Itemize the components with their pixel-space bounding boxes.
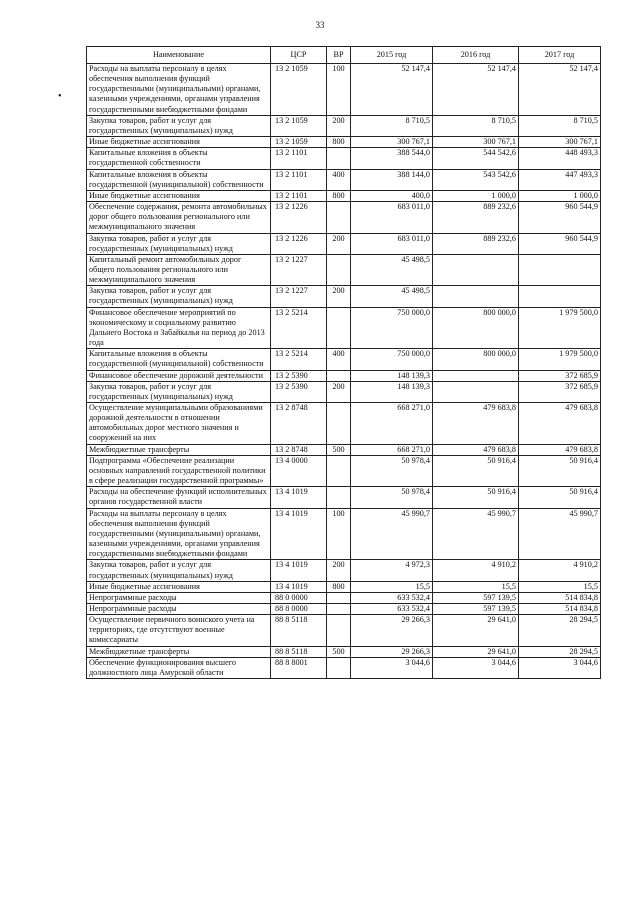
cell-2015: 668 271,0 <box>351 444 433 455</box>
cell-2017: 15,5 <box>519 581 601 592</box>
cell-2016: 52 147,4 <box>433 64 519 116</box>
cell-vr: 500 <box>327 444 351 455</box>
cell-2015: 45 990,7 <box>351 508 433 560</box>
cell-2016: 1 000,0 <box>433 190 519 201</box>
cell-name: Закупка товаров, работ и услуг для государственных (муниципальных) нужд <box>87 286 271 307</box>
header-name: Наименование <box>87 47 271 64</box>
cell-csr: 13 2 8748 <box>271 403 327 445</box>
table-row <box>87 603 601 614</box>
cell-2015: 148 139,3 <box>351 370 433 381</box>
table-row <box>87 233 601 254</box>
cell-2015: 300 767,1 <box>351 137 433 148</box>
cell-2016: 544 542,6 <box>433 148 519 169</box>
cell-name: Закупка товаров, работ и услуг для государственных (муниципальных) нужд <box>87 381 271 402</box>
cell-2016: 8 710,5 <box>433 115 519 136</box>
cell-vr <box>327 455 351 486</box>
cell-2016: 889 232,6 <box>433 202 519 233</box>
cell-csr: 13 2 5390 <box>271 370 327 381</box>
cell-2016: 543 542,6 <box>433 169 519 190</box>
cell-2017: 1 979 500,0 <box>519 307 601 349</box>
cell-2016: 29 641,0 <box>433 646 519 657</box>
cell-2016: 29 641,0 <box>433 615 519 646</box>
budget-table <box>86 46 601 679</box>
table-row <box>87 169 601 190</box>
cell-vr <box>327 403 351 445</box>
cell-2017: 960 544,9 <box>519 202 601 233</box>
cell-2015: 45 498,5 <box>351 254 433 285</box>
cell-csr: 13 2 1226 <box>271 202 327 233</box>
cell-2017: 514 834,8 <box>519 603 601 614</box>
cell-vr: 200 <box>327 115 351 136</box>
cell-csr: 13 2 5214 <box>271 307 327 349</box>
cell-2015: 683 011,0 <box>351 233 433 254</box>
cell-2017: 372 685,9 <box>519 370 601 381</box>
cell-csr: 88 8 5118 <box>271 615 327 646</box>
header-row <box>87 47 601 64</box>
cell-2015: 750 000,0 <box>351 307 433 349</box>
cell-2015: 3 044,6 <box>351 657 433 678</box>
cell-vr <box>327 307 351 349</box>
cell-name: Иные бюджетные ассигнования <box>87 581 271 592</box>
cell-csr: 13 4 1019 <box>271 487 327 508</box>
cell-2015: 148 139,3 <box>351 381 433 402</box>
cell-csr: 13 2 5214 <box>271 349 327 370</box>
margin-mark: • <box>58 91 62 102</box>
cell-2017 <box>519 286 601 307</box>
cell-2015: 668 271,0 <box>351 403 433 445</box>
table-row <box>87 592 601 603</box>
cell-2017: 3 044,6 <box>519 657 601 678</box>
cell-name: Межбюджетные трансферты <box>87 444 271 455</box>
cell-2015: 633 532,4 <box>351 603 433 614</box>
cell-2017: 28 294,5 <box>519 615 601 646</box>
cell-2017: 4 910,2 <box>519 560 601 581</box>
cell-2017: 28 294,5 <box>519 646 601 657</box>
cell-2016: 479 683,8 <box>433 444 519 455</box>
cell-name: Иные бюджетные ассигнования <box>87 190 271 201</box>
cell-name: Непрограммные расходы <box>87 592 271 603</box>
cell-2016: 597 139,5 <box>433 592 519 603</box>
table-row <box>87 349 601 370</box>
cell-2017: 372 685,9 <box>519 381 601 402</box>
cell-name: Иные бюджетные ассигнования <box>87 137 271 148</box>
cell-vr: 400 <box>327 169 351 190</box>
cell-name: Расходы на обеспечение функций исполнительных органов государственной власти <box>87 487 271 508</box>
cell-2016: 15,5 <box>433 581 519 592</box>
cell-csr: 88 8 8001 <box>271 657 327 678</box>
cell-name: Финансовое обеспечение мероприятий по экономическому и социальному развитию Дальнего Востока и Забайкалья на период до 2013 года <box>87 307 271 349</box>
cell-vr: 800 <box>327 137 351 148</box>
cell-2015: 388 544,0 <box>351 148 433 169</box>
cell-2017: 50 916,4 <box>519 487 601 508</box>
cell-2015: 8 710,5 <box>351 115 433 136</box>
table-row <box>87 455 601 486</box>
cell-csr: 13 2 1101 <box>271 190 327 201</box>
cell-name: Закупка товаров, работ и услуг для государственных (муниципальных) нужд <box>87 115 271 136</box>
cell-2016 <box>433 254 519 285</box>
cell-name: Капитальный ремонт автомобильных дорог общего пользования регионального или межмуниципального значения <box>87 254 271 285</box>
cell-2016: 800 000,0 <box>433 307 519 349</box>
cell-vr: 400 <box>327 349 351 370</box>
cell-vr: 100 <box>327 508 351 560</box>
cell-2017: 52 147,4 <box>519 64 601 116</box>
cell-2015: 388 144,0 <box>351 169 433 190</box>
cell-2017: 479 683,8 <box>519 444 601 455</box>
cell-name: Непрограммные расходы <box>87 603 271 614</box>
header-2017: 2017 год <box>519 47 601 64</box>
cell-2016: 479 683,8 <box>433 403 519 445</box>
table-row <box>87 487 601 508</box>
cell-csr: 13 2 1226 <box>271 233 327 254</box>
cell-csr: 13 2 1101 <box>271 169 327 190</box>
cell-2016: 45 990,7 <box>433 508 519 560</box>
cell-2016: 50 916,4 <box>433 487 519 508</box>
header-csr: ЦСР <box>271 47 327 64</box>
cell-csr: 13 4 1019 <box>271 560 327 581</box>
cell-2015: 4 972,3 <box>351 560 433 581</box>
cell-name: Капитальные вложения в объекты государственной (муниципальной) собственности <box>87 349 271 370</box>
cell-vr: 200 <box>327 286 351 307</box>
table-row <box>87 202 601 233</box>
cell-vr <box>327 657 351 678</box>
cell-2015: 52 147,4 <box>351 64 433 116</box>
cell-2017: 45 990,7 <box>519 508 601 560</box>
cell-name: Расходы на выплаты персоналу в целях обеспечения выполнения функций государственными (муниципальными) органами, казенными учреждениями, органами управления государственными внебюджетными фондами <box>87 64 271 116</box>
cell-name: Осуществление первичного воинского учета на территориях, где отсутствуют военные комиссариаты <box>87 615 271 646</box>
cell-2017: 960 544,9 <box>519 233 601 254</box>
table-row <box>87 190 601 201</box>
cell-csr: 13 2 1059 <box>271 64 327 116</box>
cell-csr: 88 8 5118 <box>271 646 327 657</box>
cell-2015: 29 266,3 <box>351 646 433 657</box>
table-row <box>87 137 601 148</box>
cell-2015: 683 011,0 <box>351 202 433 233</box>
cell-2017: 514 834,8 <box>519 592 601 603</box>
table-row <box>87 370 601 381</box>
cell-vr <box>327 148 351 169</box>
cell-2017: 448 493,3 <box>519 148 601 169</box>
cell-csr: 13 2 1227 <box>271 254 327 285</box>
page-number: 33 <box>315 20 325 30</box>
cell-2015: 50 978,4 <box>351 455 433 486</box>
cell-vr: 200 <box>327 233 351 254</box>
cell-csr: 13 2 1227 <box>271 286 327 307</box>
table-row <box>87 657 601 678</box>
cell-name: Капитальные вложения в объекты государственной (муниципальной) собственности <box>87 169 271 190</box>
cell-2016: 800 000,0 <box>433 349 519 370</box>
cell-2017: 50 916,4 <box>519 455 601 486</box>
cell-2015: 29 266,3 <box>351 615 433 646</box>
cell-name: Обеспечение функционирования высшего должностного лица Амурской области <box>87 657 271 678</box>
cell-vr <box>327 592 351 603</box>
cell-vr: 500 <box>327 646 351 657</box>
header-2016: 2016 год <box>433 47 519 64</box>
table-row <box>87 560 601 581</box>
table-row <box>87 581 601 592</box>
cell-csr: 13 2 1059 <box>271 115 327 136</box>
cell-2015: 400,0 <box>351 190 433 201</box>
cell-2016: 300 767,1 <box>433 137 519 148</box>
cell-2015: 50 978,4 <box>351 487 433 508</box>
cell-csr: 88 0 0000 <box>271 592 327 603</box>
cell-2017 <box>519 254 601 285</box>
cell-2016 <box>433 370 519 381</box>
cell-name: Расходы на выплаты персоналу в целях обеспечения выполнения функций государственными (муниципальными) органами, казенными учреждениями, органами управления государственными внебюджетными фондами <box>87 508 271 560</box>
cell-name: Обеспечение содержания, ремонта автомобильных дорог общего пользования регионального или межмуниципального значения <box>87 202 271 233</box>
cell-2015: 633 532,4 <box>351 592 433 603</box>
cell-csr: 13 4 1019 <box>271 508 327 560</box>
cell-2016 <box>433 286 519 307</box>
table-row <box>87 148 601 169</box>
table-row <box>87 381 601 402</box>
cell-name: Капитальные вложения в объекты государственной собственности <box>87 148 271 169</box>
cell-vr <box>327 254 351 285</box>
cell-csr: 13 4 0000 <box>271 455 327 486</box>
cell-2015: 45 498,5 <box>351 286 433 307</box>
table-row <box>87 64 601 116</box>
cell-2017: 8 710,5 <box>519 115 601 136</box>
cell-name: Межбюджетные трансферты <box>87 646 271 657</box>
cell-vr <box>327 615 351 646</box>
cell-2017: 300 767,1 <box>519 137 601 148</box>
cell-csr: 88 8 0000 <box>271 603 327 614</box>
cell-2016: 3 044,6 <box>433 657 519 678</box>
table-row <box>87 307 601 349</box>
table-row <box>87 508 601 560</box>
cell-vr: 200 <box>327 381 351 402</box>
cell-2016: 889 232,6 <box>433 233 519 254</box>
cell-2017: 1 979 500,0 <box>519 349 601 370</box>
cell-vr: 800 <box>327 190 351 201</box>
cell-csr: 13 2 5390 <box>271 381 327 402</box>
cell-name: Подпрограмма «Обеспечение реализации основных направлений государственной политики в сфере реализации государственной программы» <box>87 455 271 486</box>
cell-vr: 100 <box>327 64 351 116</box>
cell-vr: 200 <box>327 560 351 581</box>
cell-csr: 13 2 1059 <box>271 137 327 148</box>
table-row <box>87 286 601 307</box>
cell-2016: 597 139,5 <box>433 603 519 614</box>
header-vr: ВР <box>327 47 351 64</box>
cell-name: Закупка товаров, работ и услуг для государственных (муниципальных) нужд <box>87 560 271 581</box>
header-2015: 2015 год <box>351 47 433 64</box>
cell-vr <box>327 202 351 233</box>
cell-name: Закупка товаров, работ и услуг для государственных (муниципальных) нужд <box>87 233 271 254</box>
cell-2017: 479 683,8 <box>519 403 601 445</box>
cell-csr: 13 2 8748 <box>271 444 327 455</box>
table-row <box>87 444 601 455</box>
cell-name: Осуществление муниципальными образованиями дорожной деятельности в отношении автомобильных дорог местного значения и сооружений на них <box>87 403 271 445</box>
table-row <box>87 403 601 445</box>
cell-vr <box>327 370 351 381</box>
cell-2015: 750 000,0 <box>351 349 433 370</box>
cell-csr: 13 4 1019 <box>271 581 327 592</box>
cell-2017: 1 000,0 <box>519 190 601 201</box>
cell-2017: 447 493,3 <box>519 169 601 190</box>
table-row <box>87 254 601 285</box>
table-row <box>87 646 601 657</box>
cell-2015: 15,5 <box>351 581 433 592</box>
cell-2016 <box>433 381 519 402</box>
table-row <box>87 615 601 646</box>
cell-name: Финансовое обеспечение дорожной деятельности <box>87 370 271 381</box>
cell-vr <box>327 487 351 508</box>
cell-vr: 800 <box>327 581 351 592</box>
table-row <box>87 115 601 136</box>
cell-vr <box>327 603 351 614</box>
cell-csr: 13 2 1101 <box>271 148 327 169</box>
cell-2016: 50 916,4 <box>433 455 519 486</box>
cell-2016: 4 910,2 <box>433 560 519 581</box>
